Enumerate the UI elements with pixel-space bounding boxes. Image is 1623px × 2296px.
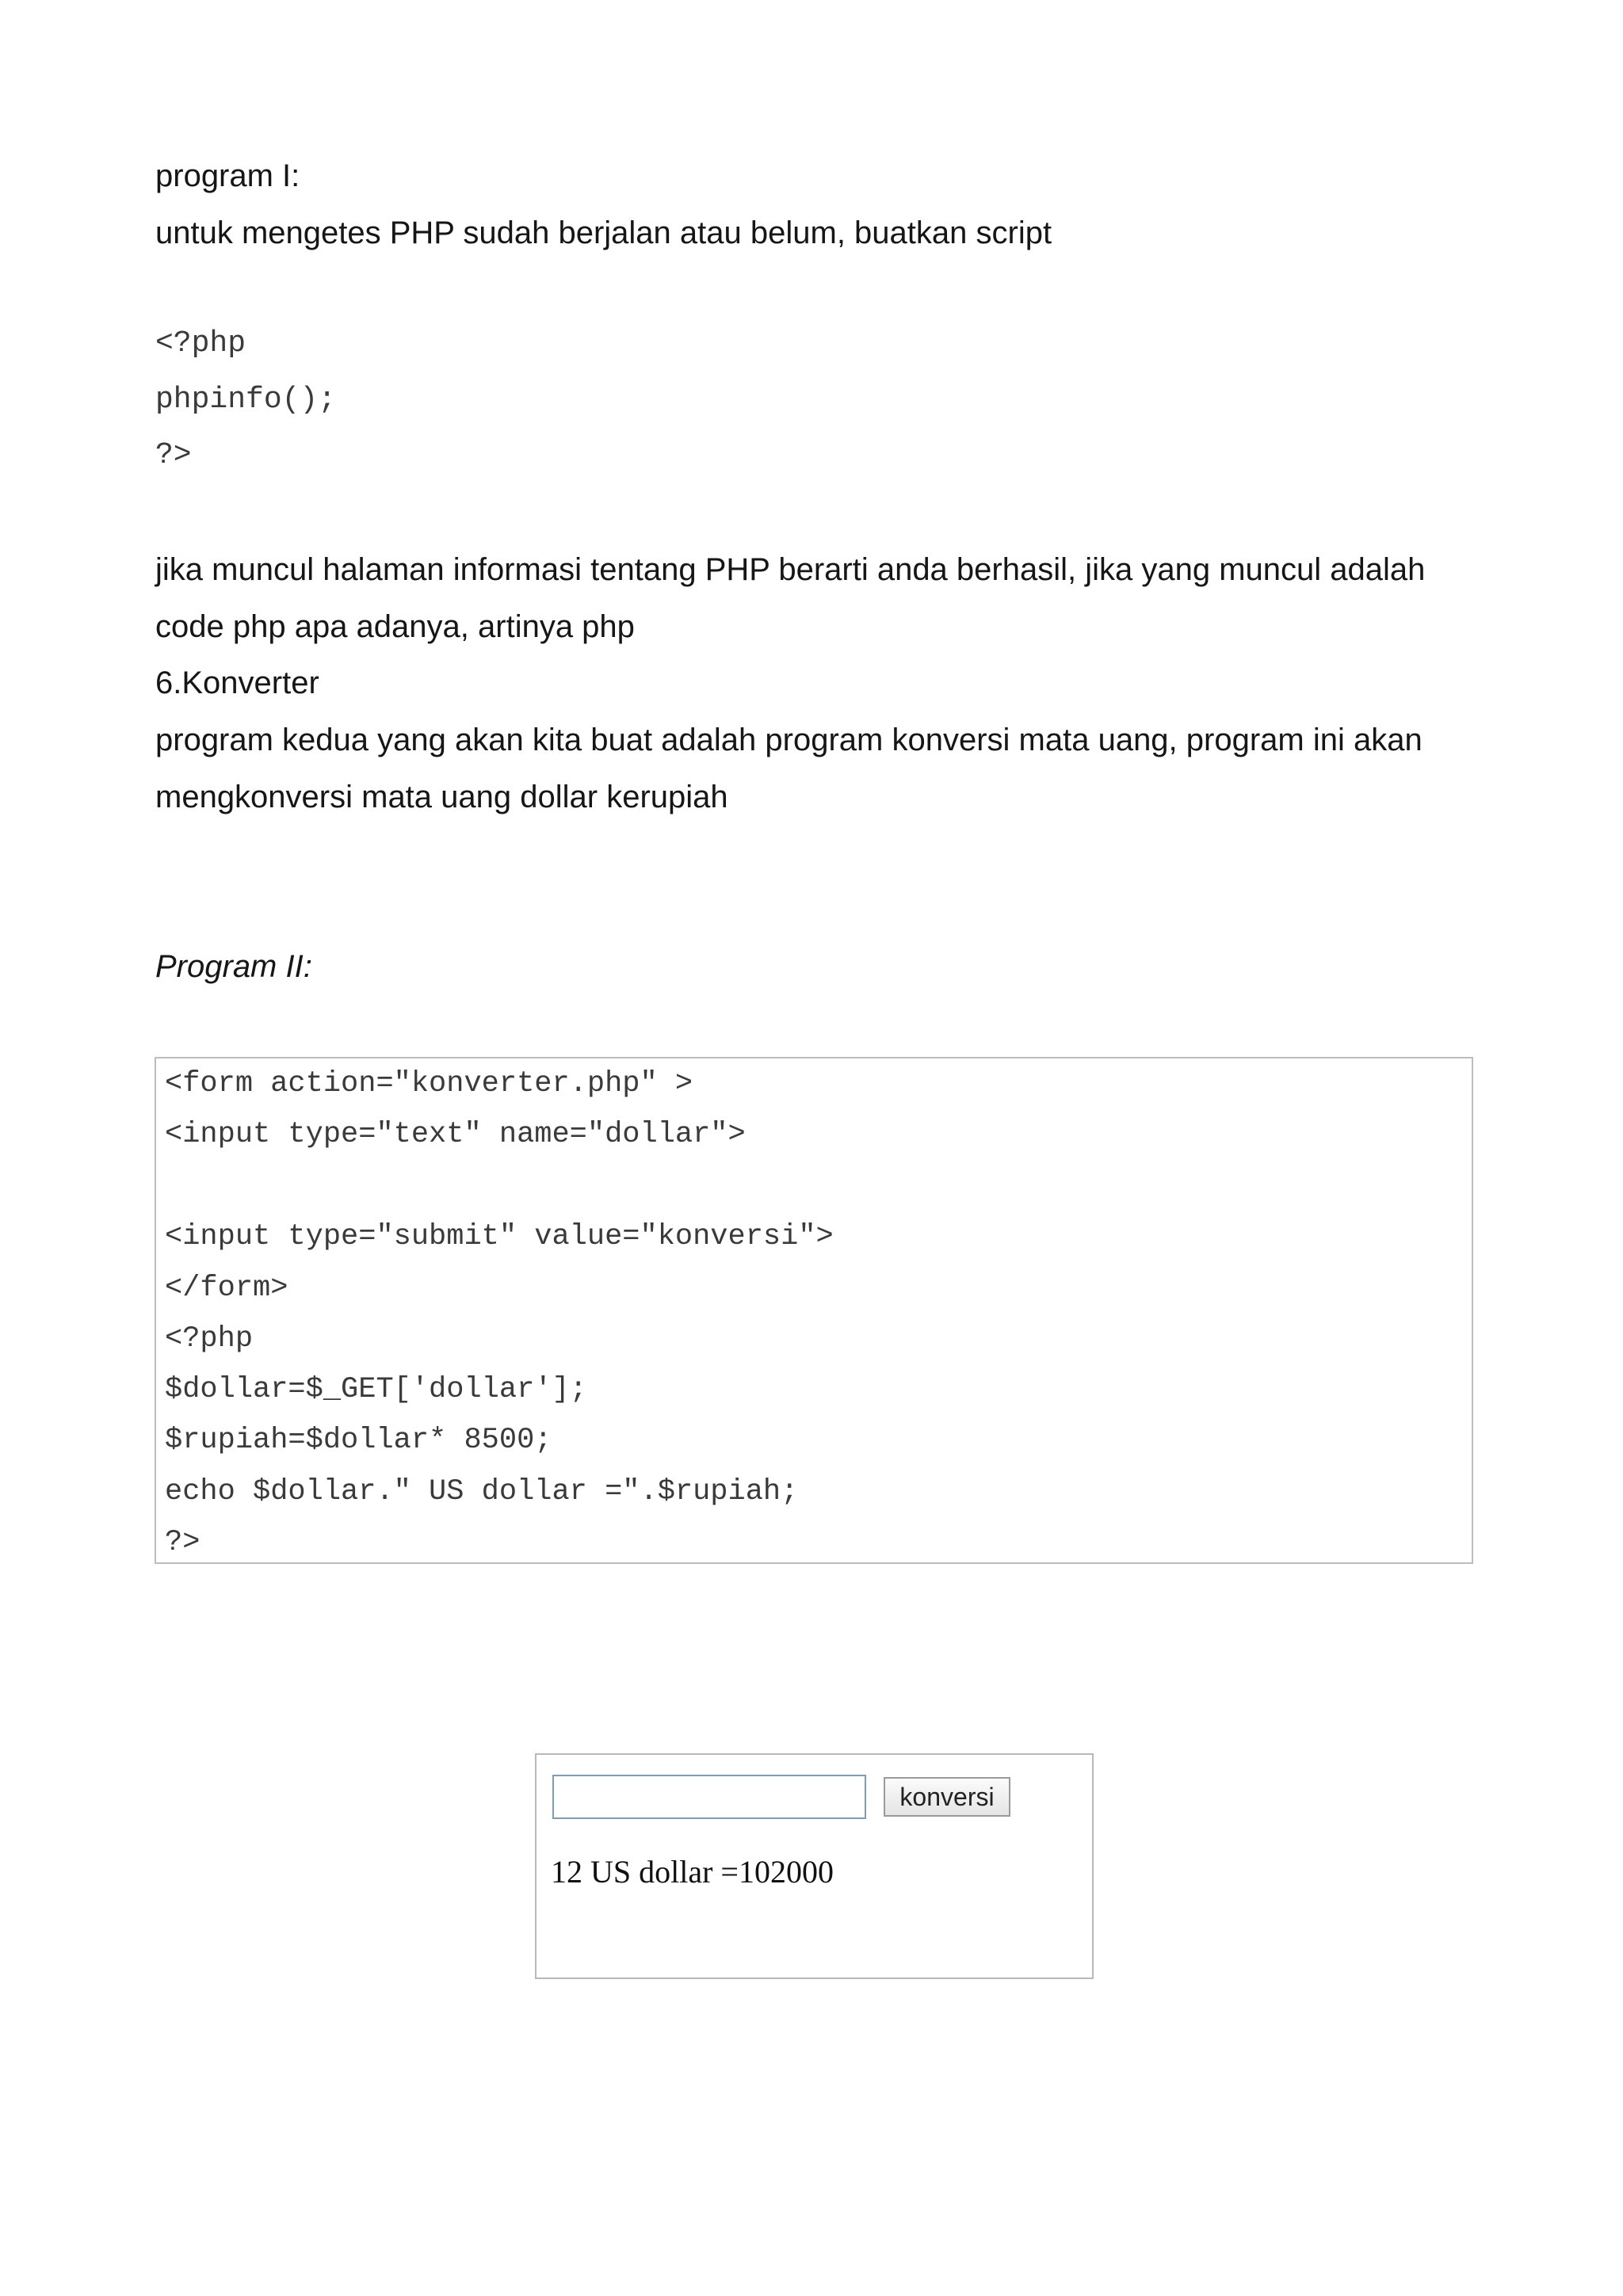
code-line: ?> <box>165 1526 200 1559</box>
explanation-line-4: mengkonversi mata uang dollar kerupiah <box>155 780 728 814</box>
converter-demo-screenshot <box>535 1753 1094 1979</box>
program-2-heading: Program II: <box>155 949 312 984</box>
program-1-heading: program I: <box>155 158 300 193</box>
code-line: $rupiah=$dollar* 8500; <box>165 1424 552 1457</box>
code-line: <input type="submit" value="konversi"> <box>165 1220 834 1253</box>
code-line: <form action="konverter.php" > <box>165 1067 693 1100</box>
code-listing-box <box>155 1057 1473 1564</box>
script1-line-1: <?php <box>155 326 246 360</box>
script1-line-2: phpinfo(); <box>155 383 337 417</box>
explanation-line-3: program kedua yang akan kita buat adalah program konversi mata uang, program ini akan <box>155 723 1423 757</box>
code-line: $dollar=$_GET['dollar']; <box>165 1373 587 1406</box>
code-line: <?php <box>165 1322 254 1356</box>
explanation-line-2: code php apa adanya, artinya php <box>155 609 635 644</box>
code-line: echo $dollar." US dollar =".$rupiah; <box>165 1475 799 1508</box>
section-konverter: 6.Konverter <box>155 666 319 700</box>
intro-sentence: untuk mengetes PHP sudah berjalan atau belum, buatkan script <box>155 215 1052 250</box>
script1-line-3: ?> <box>155 438 192 472</box>
konversi-button[interactable]: konversi <box>884 1777 1010 1817</box>
code-line: </form> <box>165 1272 288 1305</box>
dollar-input[interactable] <box>552 1775 866 1819</box>
conversion-result: 12 US dollar =102000 <box>551 1854 834 1890</box>
code-line: <input type="text" name="dollar"> <box>165 1118 746 1151</box>
explanation-line-1: jika muncul halaman informasi tentang PHP berarti anda berhasil, jika yang muncul adalah <box>155 552 1426 587</box>
